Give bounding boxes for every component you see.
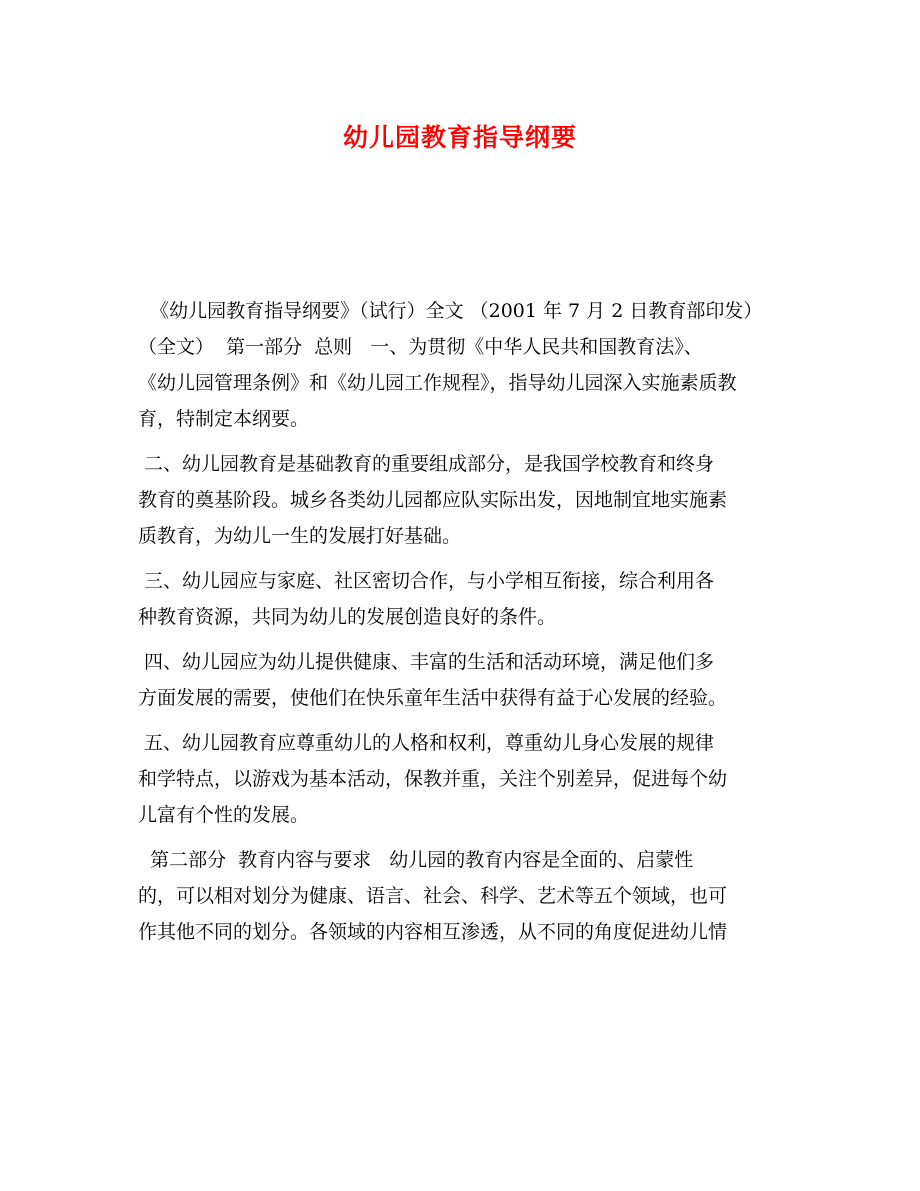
paragraph — [138, 725, 788, 833]
paragraph-line: 的，可以相对划分为健康、语言、社会、科学、艺术等五个领域，也可 — [138, 885, 728, 907]
paragraph-line: 和学特点，以游戏为基本活动，保教并重，关注个别差异，促进每个幼 — [138, 768, 728, 790]
paragraph-gap — [138, 833, 788, 842]
paragraph — [138, 644, 788, 716]
paragraph-gap — [138, 554, 788, 563]
paragraph — [138, 563, 788, 635]
paragraph-line: 《幼儿园管理条例》和《幼儿园工作规程》，指导幼儿园深入实施素质教 — [138, 372, 737, 394]
paragraph-line: 五、幼儿园教育应尊重幼儿的人格和权利，尊重幼儿身心发展的规律 — [138, 732, 715, 754]
paragraph-line: 种教育资源，共同为幼儿的发展创造良好的条件。 — [138, 606, 557, 628]
paragraph — [138, 842, 788, 950]
paragraph-gap — [138, 716, 788, 725]
paragraph-gap — [138, 437, 788, 446]
paragraph-line: 四、幼儿园应为幼儿提供健康、丰富的生活和活动环境，满足他们多 — [138, 651, 715, 673]
paragraph-line: 质教育，为幼儿一生的发展打好基础。 — [138, 525, 462, 547]
paragraph-line: 二、幼儿园教育是基础教育的重要组成部分，是我国学校教育和终身 — [138, 453, 715, 475]
paragraph-line: 教育的奠基阶段。城乡各类幼儿园都应队实际出发，因地制宜地实施素 — [138, 489, 728, 511]
paragraph-line: （全文） 第一部分 总则 一、为贯彻《中华人民共和国教育法》、 — [138, 336, 703, 358]
paragraph-line: 第二部分 教育内容与要求 幼儿园的教育内容是全面的、启蒙性 — [138, 849, 694, 871]
paragraph-line: 儿富有个性的发展。 — [138, 804, 310, 826]
paragraph — [138, 446, 788, 554]
paragraph-line: 《幼儿园教育指导纲要》（试行）全文 （2001 年 7 月 2 日教育部印发） — [138, 300, 763, 322]
paragraph — [138, 293, 788, 437]
paragraph-line: 育，特制定本纲要。 — [138, 408, 310, 430]
document-body — [138, 293, 788, 950]
paragraph-line: 方面发展的需要，使他们在快乐童年生活中获得有益于心发展的经验。 — [138, 687, 728, 709]
paragraph-line: 三、幼儿园应与家庭、社区密切合作，与小学相互衔接，综合利用各 — [138, 570, 715, 592]
document-title: 幼儿园教育指导纲要 — [342, 123, 577, 152]
paragraph-line: 作其他不同的划分。各领域的内容相互渗透，从不同的角度促进幼儿情 — [138, 921, 728, 943]
paragraph-gap — [138, 635, 788, 644]
